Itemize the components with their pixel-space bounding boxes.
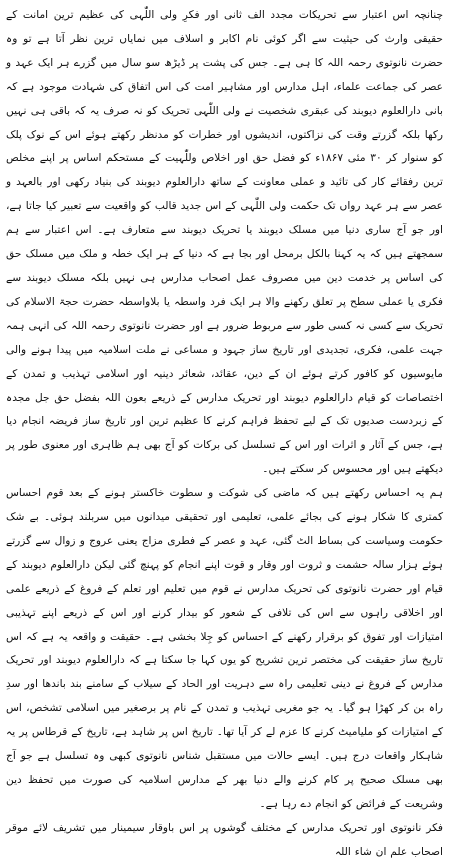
article-paragraph: چنانچہ اس اعتبار سے تحریکات مجدد الف ثانی اور فکرِ ولی اللّٰہی کی عظیم ترین امانت کے حقیقی وارث کی حیثیت سے اگر کوئی نام اکابر و اسلاف میں نمایاں ترین نظر آتا ہے تو وہ حضرت نانوتوی رحمہ اللہ کا ہی ہے۔ جس کی پشت پر ڈیڑھ سو سال میں گزرے ہر ایک عہد و عصر کی جماعت علماء، اہل مدارس اور مشاہیر امت کی اس اتفاق کی شہادت موجود ہے کہ بانی دارالعلوم دیوبند کی عبقری شخصیت نے ولی اللّٰہی تحریک کو نہ صرف یہ کہ باقی ہی نہیں رکھا بلکہ گزرتے وقت کی نزاکتوں، اندیشوں اور خطرات کو مدنظر رکھتے ہوئے اس کے نوک پلک کو سنوار کر ۳۰ مئی ۱۸۶۷ء کو فضل حق اور اخلاص وللّٰہیت کے مستحکم اساس پر اپنے مخلص ترین رفقائے کار کی تائید و عملی معاونت کے ساتھ دارالعلوم دیوبند کی بنیاد رکھی اور بالعہد و عصر سے ہر عہد رواں تک حکمت ولی اللّٰہی کے اس جدید قالب کو واقعیت سے تعبیر کیا جاتا ہے، اور جو آج ساری دنیا میں مسلک دیوبند یا تحریک دیوبند سے متعارف ہے۔ اس اعتبار سے ہم سمجھتے ہیں کہ یہ کہنا بالکل برمحل اور بجا ہے کہ دنیا کے ہر ایک خطہ و ملک میں مسلک حق کی اساس پر خدمت دین میں مصروف عمل اصحاب مدارس ہی نہیں بلکہ مسلک دیوبند سے فکری یا عملی سطح پر تعلق رکھنے والا ہر ایک فرد واسطہ یا بلاواسطہ حضرت حجۃ الاسلام کی تحریک سے کسی نہ کسی طور سے مربوط ضرور ہے اور حضرت نانوتوی رحمہ اللہ کی انہی ہمہ جہت علمی، فکری، تجدیدی اور تاریخ ساز جہود و مساعی نے ملت اسلامیہ میں پیدا ہونے والی مایوسیوں کو کافور کرتے ہوئے ان کے دین، عقائد، شعائر دینیہ اور اسلامی تہذیب و تمدن کے اختصاصات کو قیام دارالعلوم دیوبند اور تحریک مدارس کے ذریعے بعون اللہ بفضل حق جل مجدہ کے زبردست صدیوں تک کے لیے تحفظ فراہم کرنے کا عظیم ترین اور تاریخ ساز فریضہ انجام دیا ہے، جس کے آثار و اثرات اور اس کے تسلسل کی برکات کو آج بھی ہم ظاہری اور معنوی طور پر دیکھتے ہیں اور محسوس کر سکتے ہیں۔ — [6, 9, 443, 476]
article-paragraph: فکر نانوتوی اور تحریک مدارس کے مختلف گوشوں پر اس باوقار سیمینار میں تشریف لائے موقر اصحاب علم ان شاء اللہ — [6, 821, 443, 858]
article-paragraph: ہم یہ احساس رکھتے ہیں کہ ماضی کی شوکت و سطوت خاکستر ہونے کے بعد قوم احساس کمتری کا شکار ہونے کی بجائے علمی، تعلیمی اور تحقیقی میدانوں میں سربلند ہوئی۔ بے شک حکومت وسیاست کی بساط الٹ گئی، عہد و عصر کے فطری مزاج یعنی عروج و زوال سے گزرتے ہوئے ہزار سالہ حشمت و ثروت اور وقار و قوت اپنے انجام کو پہنچ گئی لیکن دارالعلوم دیوبند کے قیام اور حضرت نانوتوی کی تحریک مدارس نے قوم میں تعلیم اور تعلم کے فروغ کے ذریعے علمی اور اخلاقی راہوں سے اس کی تلافی کے شعور کو بیدار کرنے اور اس کے ذریعے اپنے تہذیبی امتیازات اور تفوق کو برقرار رکھنے کے احساس کو جِلا بخشی ہے۔ حقیقت و واقعہ یہ ہے کہ اس تاریخ ساز حقیقت کی مختصر ترین تشریح کو یوں کہا جا سکتا ہے کہ دارالعلوم دیوبند اور تحریک مدارس کے فروغ نے دینی تعلیمی راہ سے دہریت اور الحاد کے سیلاب کے سامنے بند باندھا اور سدِ راہ بن کر کھڑا ہو گیا۔ یہ جو مغربی تہذیب و تمدن کے نام پر برصغیر میں اسلامی تشخص، اس کے امتیازات کو ملیامیٹ کرنے کا عزم لے کر آیا تھا۔ تاریخ اس پر شاہد ہے، تاریخ کے قرطاس پر یہ شاہکار واقعات درج ہیں۔ ایسے حالات میں مستقبل شناس نانوتوی کبھی وہ تسلسل ہے جو آج بھی مسلک صحیح پر کام کرنے والے دنیا بھر کے مدارس اسلامیہ کی صورت میں تحفظ دین وشریعت کے فرائض کو انجام دے رہا ہے۔ — [6, 487, 443, 810]
article-body — [6, 4, 443, 865]
